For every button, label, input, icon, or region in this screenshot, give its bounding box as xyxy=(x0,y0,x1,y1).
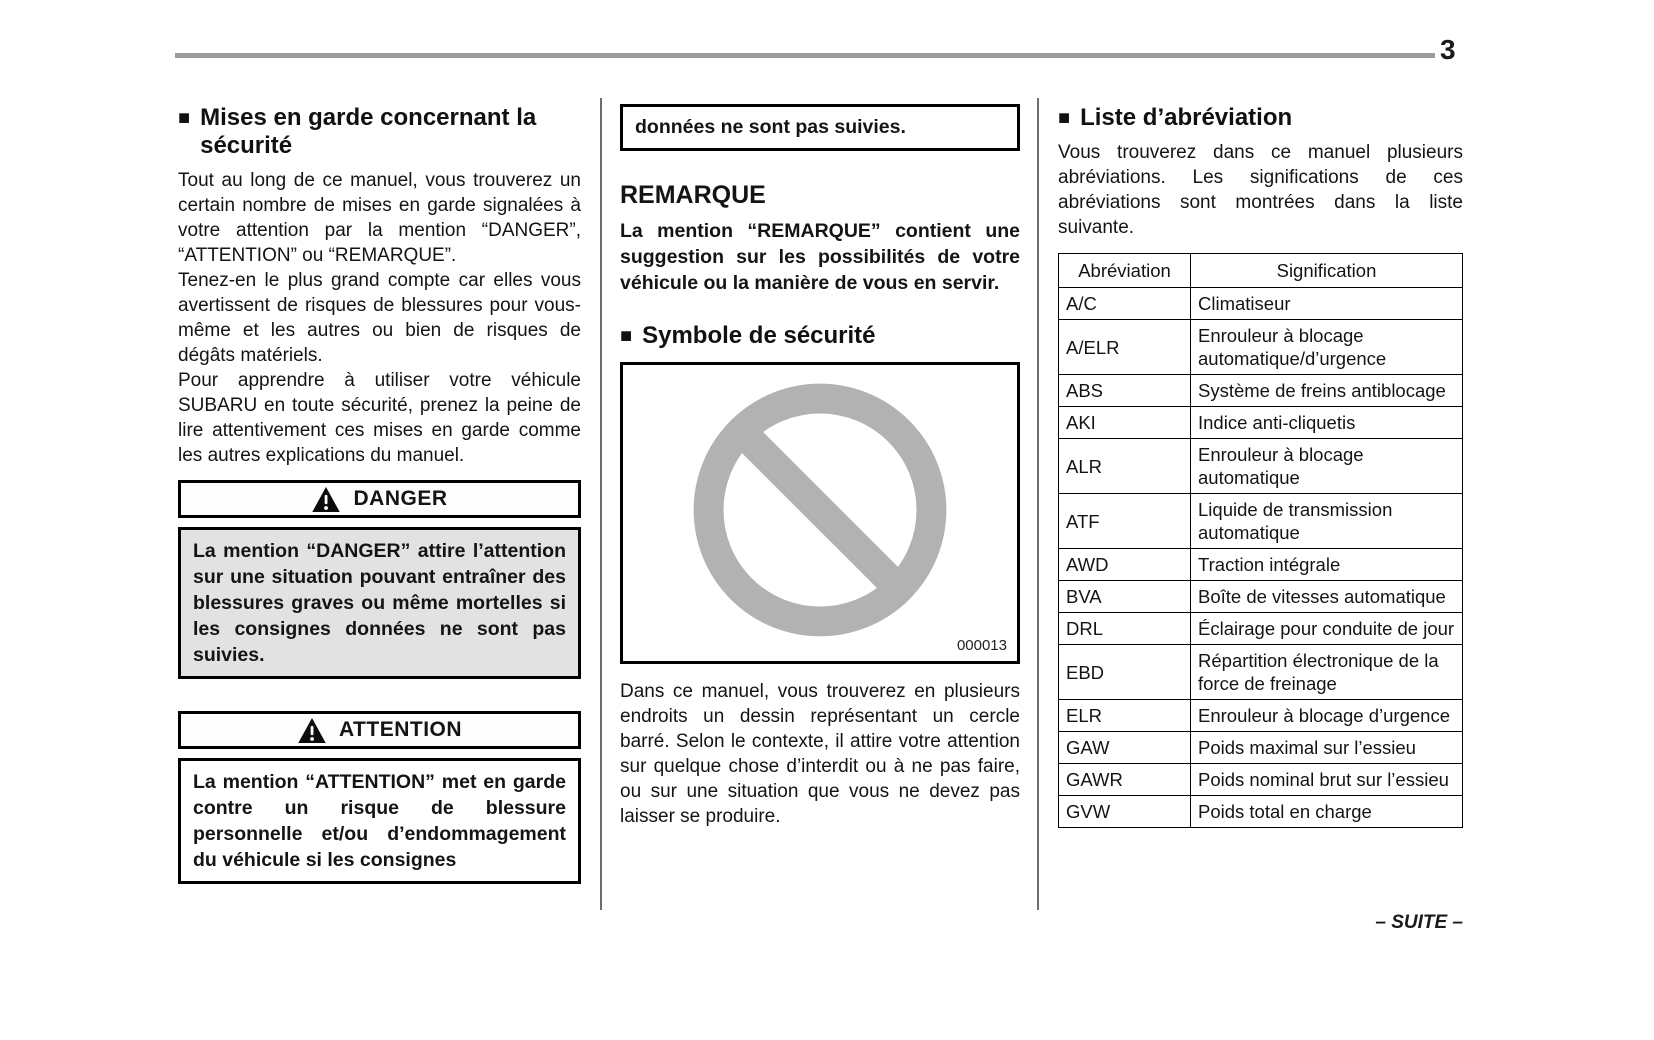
continuation-footer: – SUITE – xyxy=(1375,912,1463,933)
safety-paragraph-1: Tout au long de ce manuel, vous trouverez un certain nombre de mises en garde signalées à votre attention par la mention “DANGER”, “ATTENTION” ou “REMARQUE”. xyxy=(178,170,581,266)
table-row xyxy=(1059,549,1463,581)
table-row xyxy=(1059,613,1463,645)
abbr-cell: A/C xyxy=(1059,288,1191,320)
table-row xyxy=(1059,700,1463,732)
remarque-heading: REMARQUE xyxy=(620,181,766,209)
abbr-cell: ELR xyxy=(1059,700,1191,732)
table-header-row xyxy=(1059,254,1463,288)
table-row xyxy=(1059,732,1463,764)
section-square-icon: ■ xyxy=(1058,107,1071,129)
left-column xyxy=(178,104,581,884)
sig-cell: Système de freins antiblocage xyxy=(1191,375,1463,407)
section-square-icon: ■ xyxy=(620,325,633,347)
table-row xyxy=(1059,764,1463,796)
page-number: 3 xyxy=(1440,34,1456,65)
middle-column xyxy=(620,104,1020,829)
table-row xyxy=(1059,407,1463,439)
symbole-paragraph: Dans ce manuel, vous trouverez en plusieurs endroits un dessin représentant un cercle barré. Selon le contexte, il attire votre attention sur quelque chose d’interdit ou à ne pas faire, ou sur une situation que vous ne devez pas laisser se produire. xyxy=(620,681,1020,827)
section-heading-safety xyxy=(178,104,581,160)
column-divider-right xyxy=(1037,98,1039,910)
abbr-cell: BVA xyxy=(1059,581,1191,613)
section-heading-symbole xyxy=(620,322,1020,350)
attention-continuation-box xyxy=(620,104,1020,151)
table-row xyxy=(1059,796,1463,828)
attention-continuation-text: données ne sont pas suivies. xyxy=(635,116,906,138)
sig-cell: Liquide de transmission automatique xyxy=(1191,494,1463,549)
sig-cell: Poids maximal sur l’essieu xyxy=(1191,732,1463,764)
attention-header xyxy=(178,711,581,749)
sig-cell: Enrouleur à blocage automatique/d’urgence xyxy=(1191,320,1463,375)
abbr-cell: GAWR xyxy=(1059,764,1191,796)
safety-paragraph-2: Tenez-en le plus grand compte car elles vous avertissent de risques de blessures pour vous-même et les autres ou bien de risques de dégâts matériels. xyxy=(178,270,581,366)
sig-cell: Éclairage pour conduite de jour xyxy=(1191,613,1463,645)
abbr-cell: GAW xyxy=(1059,732,1191,764)
sig-cell: Indice anti-cliquetis xyxy=(1191,407,1463,439)
sig-cell: Répartition électronique de la force de freinage xyxy=(1191,645,1463,700)
abbreviations-intro: Vous trouverez dans ce manuel plusieurs abréviations. Les significations de ces abréviations sont montrées dans la liste suivante. xyxy=(1058,142,1463,238)
header-rule xyxy=(175,53,1435,58)
abbr-cell: AKI xyxy=(1059,407,1191,439)
attention-block xyxy=(178,711,581,884)
abbr-cell: A/ELR xyxy=(1059,320,1191,375)
abbr-cell: EBD xyxy=(1059,645,1191,700)
sig-cell: Traction intégrale xyxy=(1191,549,1463,581)
sig-cell: Poids total en charge xyxy=(1191,796,1463,828)
danger-body-text: La mention “DANGER” attire l’attention sur une situation pouvant entraîner des blessures graves ou même mortelles si les consignes données ne sont pas suivies. xyxy=(193,540,566,666)
table-row xyxy=(1059,375,1463,407)
sig-cell: Enrouleur à blocage d’urgence xyxy=(1191,700,1463,732)
abbr-cell: GVW xyxy=(1059,796,1191,828)
warning-triangle-icon xyxy=(311,486,341,513)
safety-paragraph-3: Pour apprendre à utiliser votre véhicule SUBARU en toute sécurité, prenez la peine de lire attentivement ces mises en garde comme les autres explications du manuel. xyxy=(178,370,581,466)
abbr-cell: DRL xyxy=(1059,613,1191,645)
table-row xyxy=(1059,439,1463,494)
attention-body-box xyxy=(178,758,581,884)
column-header-abbreviation: Abréviation xyxy=(1059,254,1191,288)
abbr-cell: ATF xyxy=(1059,494,1191,549)
table-row xyxy=(1059,581,1463,613)
warning-triangle-icon xyxy=(297,717,327,744)
abbr-cell: AWD xyxy=(1059,549,1191,581)
danger-title: DANGER xyxy=(353,487,448,510)
attention-body-text: La mention “ATTENTION” met en garde contre un risque de blessure personnelle et/ou d’endommagement du véhicule si les consignes xyxy=(193,771,566,871)
table-row xyxy=(1059,288,1463,320)
attention-title: ATTENTION xyxy=(338,718,463,741)
section-heading-abbreviations xyxy=(1058,104,1463,132)
sig-cell: Enrouleur à blocage automatique xyxy=(1191,439,1463,494)
section-heading-symbole-text: Symbole de sécurité xyxy=(642,322,876,349)
figure-code: 000013 xyxy=(956,637,1007,654)
sig-cell: Poids nominal brut sur l’essieu xyxy=(1191,764,1463,796)
table-row xyxy=(1059,494,1463,549)
right-column xyxy=(1058,104,1463,828)
section-heading-abbreviations-text: Liste d’abréviation xyxy=(1080,104,1293,131)
prohibition-circle-icon xyxy=(623,365,1017,661)
column-divider-left xyxy=(600,98,602,910)
column-header-signification: Signification xyxy=(1191,254,1463,288)
table-row xyxy=(1059,320,1463,375)
section-square-icon: ■ xyxy=(178,107,191,129)
safety-symbol-figure xyxy=(620,362,1020,664)
danger-body-box xyxy=(178,527,581,679)
abbr-cell: ALR xyxy=(1059,439,1191,494)
section-heading-safety-text: Mises en garde concernant la sécurité xyxy=(200,104,537,159)
sig-cell: Boîte de vitesses automatique xyxy=(1191,581,1463,613)
danger-header xyxy=(178,480,581,518)
sig-cell: Climatiseur xyxy=(1191,288,1463,320)
abbreviations-table xyxy=(1058,253,1463,828)
remarque-body: La mention “REMARQUE” contient une suggestion sur les possibilités de votre véhicule ou la manière de vous en servir. xyxy=(620,220,1020,294)
abbr-cell: ABS xyxy=(1059,375,1191,407)
table-row xyxy=(1059,645,1463,700)
